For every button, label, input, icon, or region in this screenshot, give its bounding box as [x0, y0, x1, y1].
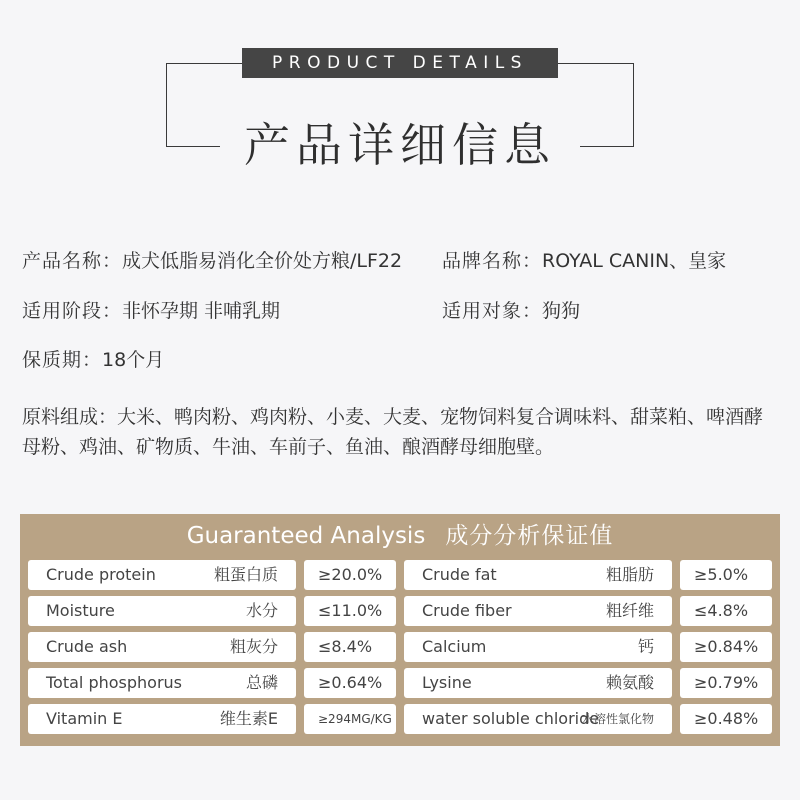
analysis-value-text: ≥294MG/KG — [318, 712, 392, 726]
analysis-value-right — [680, 632, 772, 662]
analysis-item-left — [28, 560, 296, 590]
ingredients-row — [22, 402, 782, 462]
analysis-value-text: ≥5.0% — [694, 565, 749, 584]
analysis-item-cn: 粗蛋白质 — [213, 565, 278, 584]
shelf-life-label: 保质期： — [22, 349, 103, 371]
analysis-title-en: Guaranteed Analysis — [186, 523, 426, 549]
analysis-item-cn: 水溶性氯化物 — [581, 712, 654, 726]
analysis-item-en: Crude ash — [46, 637, 128, 656]
stage-row — [22, 296, 280, 323]
product-name-row — [22, 246, 402, 273]
product-name-value: 成犬低脂易消化全价处方粮/LF22 — [122, 250, 403, 272]
analysis-value-left — [304, 704, 396, 734]
product-name-label: 产品名称： — [22, 250, 123, 272]
analysis-item-en: Crude fat — [422, 565, 497, 584]
analysis-value-left — [304, 632, 396, 662]
analysis-value-right — [680, 704, 772, 734]
analysis-value-text: ≤11.0% — [318, 601, 383, 620]
analysis-value-left — [304, 668, 396, 698]
stage-value: 非怀孕期 非哺乳期 — [122, 300, 281, 322]
analysis-item-cn: 维生素E — [219, 709, 278, 728]
analysis-item-right — [404, 560, 672, 590]
analysis-item-en: Lysine — [422, 673, 472, 692]
analysis-item-cn: 赖氨酸 — [605, 673, 654, 692]
analysis-item-right — [404, 668, 672, 698]
analysis-value-text: ≥0.84% — [694, 637, 759, 656]
analysis-item-left — [28, 668, 296, 698]
analysis-title — [20, 514, 780, 558]
target-row — [442, 296, 580, 323]
analysis-value-right — [680, 668, 772, 698]
target-value: 狗狗 — [542, 300, 581, 322]
page-title: 产品详细信息 — [244, 118, 556, 172]
target-label: 适用对象： — [442, 300, 543, 322]
analysis-value-text: ≥20.0% — [318, 565, 383, 584]
analysis-item-en: Calcium — [422, 637, 487, 656]
analysis-item-left — [28, 596, 296, 626]
analysis-item-cn: 粗纤维 — [605, 601, 654, 620]
analysis-item-right — [404, 632, 672, 662]
analysis-item-cn: 钙 — [637, 637, 654, 656]
analysis-value-right — [680, 596, 772, 626]
analysis-item-cn: 总磷 — [245, 673, 278, 692]
analysis-item-en: Total phosphorus — [46, 673, 183, 692]
analysis-item-en: Crude protein — [46, 565, 156, 584]
analysis-item-en: Moisture — [46, 601, 115, 620]
analysis-value-left — [304, 596, 396, 626]
brand-label: 品牌名称： — [442, 250, 543, 272]
analysis-item-en: Vitamin E — [46, 709, 123, 728]
analysis-value-right — [680, 560, 772, 590]
ingredients-value: 大米、鸭肉粉、鸡肉粉、小麦、大麦、宠物饲料复合调味料、甜菜粕、啤酒酵母粉、鸡油、矿物质、牛油、车前子、鱼油、酿酒酵母细胞壁。 — [22, 406, 764, 458]
analysis-item-left — [28, 632, 296, 662]
brand-row — [442, 246, 726, 273]
analysis-item-left — [28, 704, 296, 734]
analysis-item-en: water soluble chloride — [422, 709, 600, 728]
analysis-item-cn: 粗脂肪 — [605, 565, 654, 584]
shelf-life-row — [22, 345, 164, 372]
analysis-value-left — [304, 560, 396, 590]
header-en-title: PRODUCT DETAILS — [242, 48, 558, 78]
analysis-item-cn: 水分 — [245, 601, 278, 620]
stage-label: 适用阶段： — [22, 300, 123, 322]
ingredients-label: 原料组成： — [22, 406, 118, 428]
analysis-value-text: ≤4.8% — [694, 601, 749, 620]
guaranteed-analysis-panel — [20, 514, 780, 746]
analysis-value-text: ≥0.64% — [318, 673, 383, 692]
analysis-item-en: Crude fiber — [422, 601, 512, 620]
brand-value: ROYAL CANIN、皇家 — [542, 250, 727, 272]
analysis-item-right — [404, 596, 672, 626]
analysis-value-text: ≤8.4% — [318, 637, 373, 656]
header-frame-top-left — [166, 63, 242, 64]
analysis-value-text: ≥0.79% — [694, 673, 759, 692]
analysis-item-cn: 粗灰分 — [229, 637, 278, 656]
shelf-life-value: 18个月 — [102, 349, 165, 371]
analysis-item-right — [404, 704, 672, 734]
header-frame-top-right — [558, 63, 634, 64]
analysis-value-text: ≥0.48% — [694, 709, 759, 728]
analysis-title-cn: 成分分析保证值 — [445, 523, 614, 549]
